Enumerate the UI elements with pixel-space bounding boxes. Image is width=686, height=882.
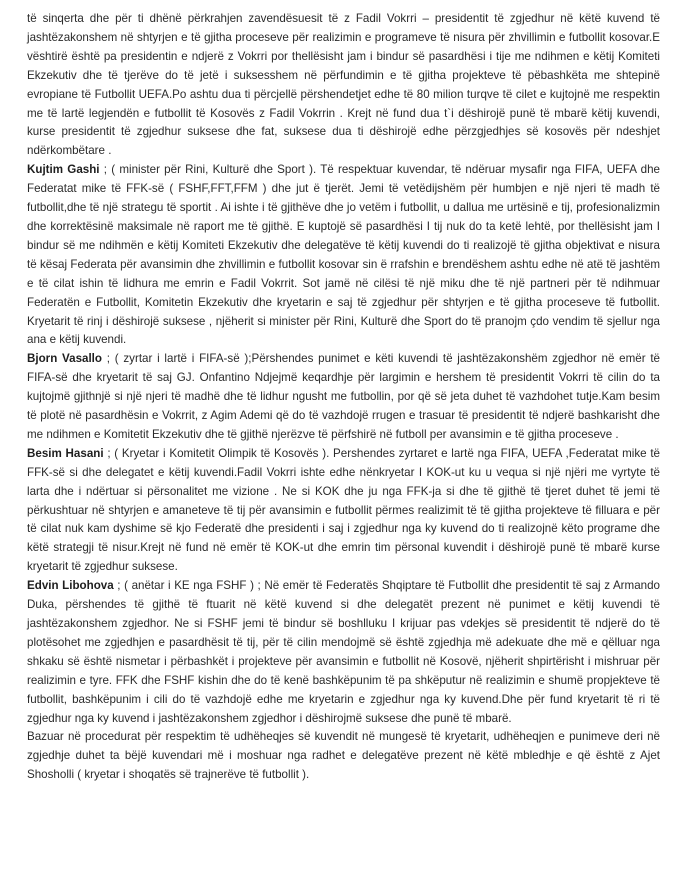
speaker-name: Edvin Libohova: [27, 579, 114, 593]
speaker-name: Besim Hasani: [27, 446, 104, 460]
paragraph-continuation: [27, 10, 660, 161]
speaker-name: Kujtim Gashi: [27, 163, 100, 177]
speaker-name: Bjorn Vasallo: [27, 352, 102, 366]
speech-bjorn-vasallo: [27, 350, 660, 445]
speech-text: ; ( Kryetar i Komitetit Olimpik të Kosovës ). Pershendes zyrtaret e lartë nga FIFA, UEFA ,Federatat mike të FFK-së si dhe delegatet e këtij kuvendi.Fadil Vokrri ishte edhe nënkryetar I KOK-ut ku u vequa si një njëri me vyrtyte të larta dhe i ndërtuar si përsonalitet me vizione . Ne si KOK dhe ju nga FFK-ja si dhe të gjithë të tjeret duhet të jemi të përkushtuar në shtyrjen e amaneteve të tij për avansimin e futbollit përmes realizimit të të gjitha projekteve të filluara e për të cilat nuk kam dyshime së kjo Federatë dhe presidenti i saj i zgjedhur nga ky kuvend do ti realizojnë këto programe dhe këtë strategji të nisur.Krejt në fund në emër të KOK-ut dhe emrin tim përsonal kuvendit i dëshirojë punë të mbarë kurse kryetarit të zgjedhur suksese.: [27, 446, 660, 574]
paragraph-text: Bazuar në procedurat për respektim të udhëheqjes së kuvendit në mungesë të kryetarit, udhëheqjen e punimeve deri në zgjedhje duhet ta bëjë kuvendari më i moshuar nga radhet e delegatëve prezent në këtë mbledhje e që është z Ajet Shosholli ( kryetar i shoqatës së trajnerëve të futbollit ).: [27, 730, 660, 782]
paragraph-procedure: [27, 728, 660, 785]
speech-text: ; ( anëtar i KE nga FSHF ) ; Në emër të Federatës Shqiptare të Futbollit dhe presidentit të saj z Armando Duka, përshendes të gjithë të ftuarit në këtë kuvend si dhe delegatët prezent në punimet e këtij kuvendi të jashtëzakonshem zgjedhor. Ne si FSHF jemi të bindur së boshlluku I krijuar pas vdekjes së presidentit të ndjerë do të plotësohet me zgjedhjen e pasardhësit të tij, për të cilin mendojmë së është zgjedhja më adekuate dhe më e qëlluar nga shkaku së është nismetar i përbashkët i projekteve për avansimin e futbollit në Kosovë, njëherit shpirtërisht i mishruar për realizimin e tyre. FFK dhe FSHF kishin dhe do të kenë bashkëpunim të pa shkëputur në realizimin e shumë propjekteve të futbollit, bashkëpunim i cili do të vazhdojë edhe me kryetarin e zgjedhur nga ky kuvend.Dhe për fund kryetarit të ri të zgjedhur nga ky kuvend i jashtëzakonshem zgjedhor i dëshirojmë suksese dhe punë të mbarë.: [27, 579, 660, 725]
speech-edvin-libohova: [27, 577, 660, 728]
speech-text: ; ( zyrtar i lartë i FIFA-së );Përshendes punimet e këti kuvendi të jashtëzakonshëm zgjedhor në emër të FIFA-së dhe kryetarit të saj GJ. Onfantino Ndjejmë keqardhje për largimin e hershem të presidentit Vokrri të cilin do ta kujtojmë gjithnjë si një njeri të madhë dhe të lidhur ngusht me futbollin, por që së jeta duhet të vazhdohet tutje.Kam besim të plotë në pasardhësin e Vokrrit, z Agim Ademi që do të vazhdojë rrugen e trasuar të presidentit të ndjerë bashkarisht dhe me ndihmen e Komitetit Ekzekutiv dhe të gjithë njerëzve të përfshirë në futboll per avansimin e të gjitha proceseve .: [27, 352, 660, 441]
paragraph-text: të sinqerta dhe për ti dhënë përkrahjen zavendësuesit të z Fadil Vokrri – presidentit të zgjedhur në këtë kuvend të jashtëzakonshem në shtyrjen e të gjitha proceseve për realizimin e programeve të nisura për zhvillimin e futbollit kosovar.E vështirë është pa presidentin e ndjerë z Vokrri por thellësisht jam i bindur së pasardhësi i tije me ndihmen e këtij Komiteti Ekzekutiv dhe të tjerëve do të jetë i suksesshem në përfundimin e të gjitha projekteve të pëbashkëta me shtepinë evropiane të Futbollit UEFA.Po ashtu dua ti përcjellë përshendetjet edhe të 80 milion turqve të cilet e kujtojnë me respektin me të lartë legjendën e futbollit të Kosovës z Fadil Vokrrin . Krejt në fund dua t`i dëshirojë punë të mbarë këtij kuvendi, kurse presidentit të zgjedhur suksese dhe fat, suksese dua ti dëshirojë edhe përzgjedhjes së kosovës për ndeshjet ndërkombëtare .: [27, 12, 660, 158]
speech-kujtim-gashi: [27, 161, 660, 350]
speech-besim-hasani: [27, 445, 660, 577]
speech-text: ; ( minister për Rini, Kulturë dhe Sport ). Të respektuar kuvendar, të ndëruar mysafir nga FIFA, UEFA dhe Federatat mike të FFK-së ( FSHF,FFT,FFM ) dhe jut ë tjerët. Jemi të vetëdijshëm për humbjen e një njeri të madh të futbollit,dhe të një strategu të sportit . Ai ishte i të gjithëve dhe jo vetëm i futbollit, u dallua me urtësinë e tij, profesionalizmin dhe korrektësinë maksimale në raport me të gjithë. E kuptojë së pasardhësi I tij nuk do ta ketë lehtë, por thellësisht jam I bindur së me ndihmën e këtij Komiteti Ekzekutiv dhe delegatëve të këtij kuvendi do ti realizojë të gjitha objektivat e nisura të kësaj Federata për avansimin dhe zhvillimin e futbollit kosovar sin ë rrafshin e brendëshem ashtu edhe në atë të jashtëm e të cilat ishin të lidhura me emrin e Fadil Vokrrit. Sot jamë në cilësi të një miku dhe të një partneri për të ndihmuar Federatën e Futbollit, Komitetin Ekzekutiv dhe kryetarin e saj të zgjedhur për shtyrjen e të gjitha proceseve të futbollit. Kryetarit të rinj i dëshirojë suksese , njëherit si minister për Rini, Kulturë dhe Sport do të pranojm çdo vendim të sjellur nga ana e këtij kuvendi.: [27, 163, 660, 347]
